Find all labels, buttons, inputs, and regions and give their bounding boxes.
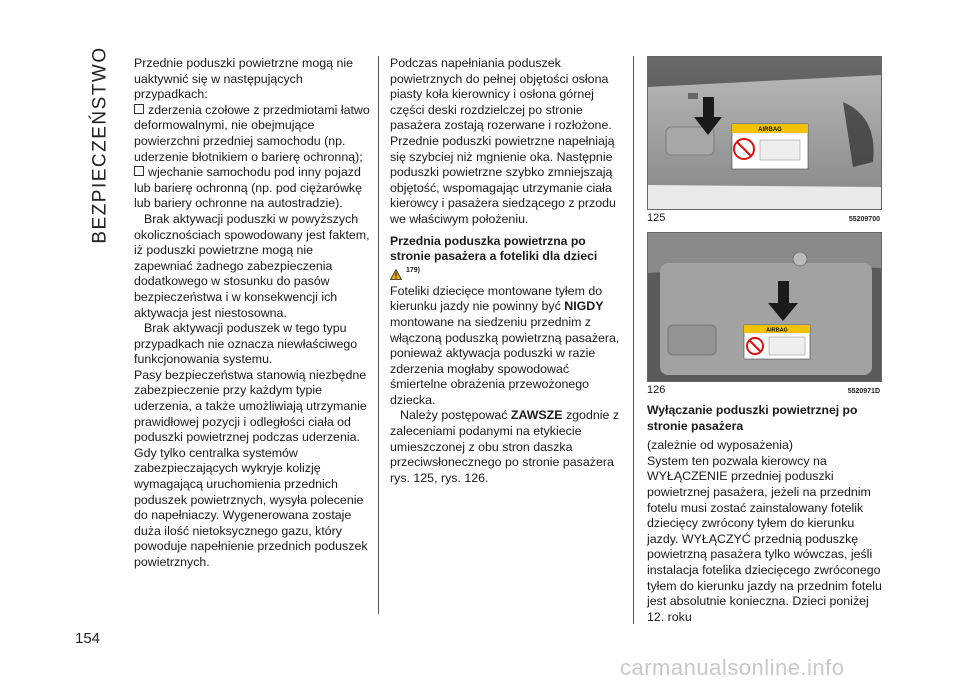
- figure-code: 55209700: [848, 216, 880, 223]
- warning-reference: 179): [390, 269, 626, 280]
- paragraph: Przednie poduszki powietrzne mogą nie uaktywnić się w następujących przypadkach:: [134, 56, 354, 102]
- airbag-label-text: AIRBAG: [766, 327, 788, 334]
- figure-126-sun-visor-photo: [647, 232, 882, 382]
- paragraph: Podczas napełniania poduszek powietrznych do pełnej objętości osłona piasty koła kierownicy i osłona górnej części deski rozdzielczej po stronie pasażera zostają rozerwane i rozłożone. Przednie poduszki powietrzne napełniają się szybciej niż mgnienie oka. Następnie poduszki powietrzne szybko zmniejszają objętość, wspomagając utrzymanie ciała kierowcy i pasażera siedzącego z przodu we właściwym położeniu.: [390, 56, 616, 226]
- paragraph: Foteliki dziecięce montowane tyłem do kierunku jazdy nie powinny być NIGDY montowane na siedzeniu przednim z włączoną poduszką powietrzną pasażera, ponieważ aktywacja poduszki w razie zderzenia mogłaby spowodować śmiertelne obrażenia przewożonego dziecka.: [390, 283, 620, 407]
- warning-triangle-icon: [390, 269, 402, 280]
- bullet-item: zderzenia czołowe z przedmiotami łatwo deformowalnymi, nie obejmujące powierzchni przedniej samochodu (np. uderzenie błotnikiem o barierę ochronną);: [134, 102, 370, 164]
- section-title: BEZPIECZEŃSTWO: [90, 46, 112, 244]
- figure-number: 125: [647, 212, 666, 224]
- figure-number: 126: [647, 384, 666, 396]
- column-divider: [633, 56, 634, 624]
- airbag-label-text: AIRBAG: [758, 127, 782, 133]
- figure-125-sun-visor-photo: [647, 56, 882, 210]
- paragraph: System ten pozwala kierowcy na WYŁĄCZENIE przedniej poduszki powietrznej pasażera, jeżeli na przednim fotelu musi zostać zainstalowany fotelik dziecięcy zwrócony tyłem do kierunku jazdy. WYŁĄCZYĆ przednią poduszkę powietrzną pasażera tylko wówczas, jeśli instalacja fotelika dziecięcego zwróconego tyłem do kierunku jazdy na przednim fotelu jest absolutnie konieczna. Dzieci poniżej 12. roku: [647, 453, 882, 624]
- figure-126-caption: [647, 384, 880, 396]
- column-divider: [378, 56, 379, 614]
- page-number: 154: [75, 630, 101, 647]
- paragraph: Gdy tylko centralka systemów zabezpieczających wykryje kolizję wymagającą uruchomienia przednich poduszek powietrznych, wysyła polecenie do napełniaczy. Wygenerowana zostaje duża ilość nietoksycznego gazu, który powoduje napełnienie przednich poduszek powietrznych.: [134, 445, 368, 569]
- figure-code: 5520971D: [847, 388, 880, 395]
- section-heading: Wyłączanie poduszki powietrznej po stronie pasażera: [647, 403, 858, 433]
- paragraph: Brak aktywacji poduszki w powyższych okolicznościach spowodowany jest faktem, iż poduszki powietrzne mogą nie zapewniać żadnego zabezpieczenia dodatkowego w stosunku do pasów bezpieczeństwa i w konsekwencji ich aktywacja jest niestosowna.: [134, 211, 370, 320]
- paragraph: Należy postępować ZAWSZE zgodnie z zaleceniami podanymi na etykiecie umieszczonej z obu stron daszka przeciwsłonecznego po stronie pasażera rys. 125, rys. 126.: [390, 408, 620, 485]
- section-heading: Przednia poduszka powietrzna po stronie pasażera a foteliki dla dzieci: [390, 233, 598, 264]
- checkbox-bullet-icon: [134, 104, 144, 114]
- checkbox-bullet-icon: [134, 166, 144, 176]
- figure-125-caption: [647, 212, 880, 224]
- sun-visor-photo: [648, 57, 881, 209]
- watermark: carmanualsonline.info: [620, 655, 845, 680]
- paragraph: (zależnie od wyposażenia): [647, 438, 794, 453]
- paragraph: Pasy bezpieczeństwa stanowią niezbędne zabezpieczenie przy każdym typie uderzenia, a także umożliwiają utrzymanie prawidłowej pozycji i odległości ciała od poduszki powietrznej podczas uderzenia.: [134, 367, 367, 445]
- paragraph: Brak aktywacji poduszek w tego typu przypadkach nie oznacza niewłaściwego funkcjonowania systemu.: [134, 321, 358, 367]
- text-column-3: [647, 403, 883, 625]
- bullet-item: wjechanie samochodu pod inny pojazd lub barierę ochronną (np. pod ciężarówkę lub bariery ochronne na autostradzie).: [134, 165, 362, 211]
- sun-visor-label-photo: [648, 233, 881, 381]
- text-column-2: [390, 56, 626, 486]
- text-column-1: [134, 56, 370, 571]
